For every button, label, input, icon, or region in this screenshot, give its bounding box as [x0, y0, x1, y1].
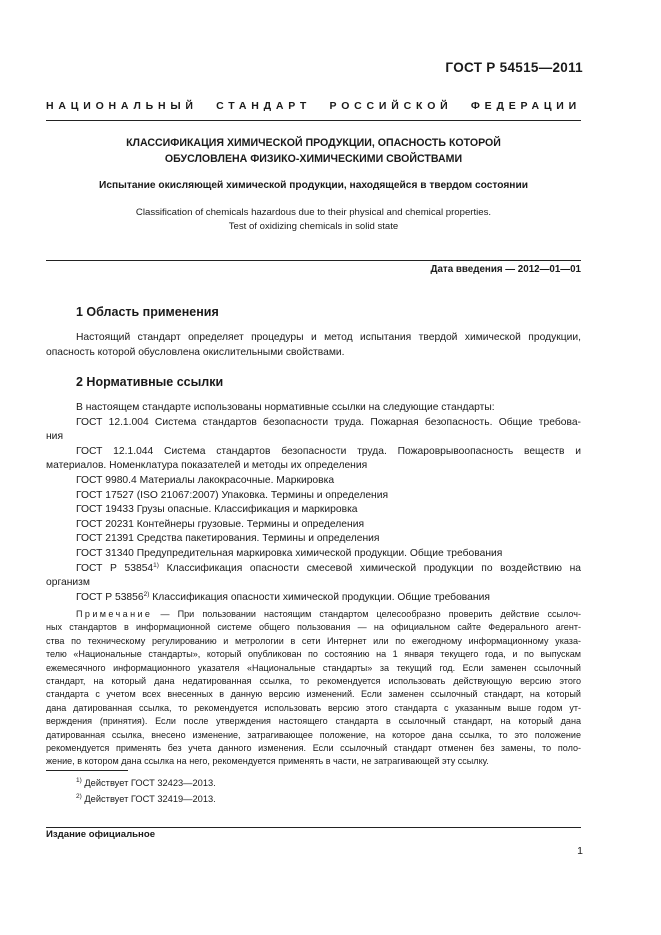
reference-10 [46, 591, 581, 606]
section-1-body [46, 331, 581, 360]
reference-2-line-2: материалов. Номенклатура показателей и методы их определения [46, 460, 368, 472]
note-line-11: рекомендуется применять без учета данного изменения. Если ссылочный стандарт отменен без замены, то поло- [46, 743, 581, 754]
note-block [46, 608, 581, 769]
footnote-2-mark: 2) [143, 590, 150, 598]
introduction-date: Дата введения — 2012—01—01 [430, 264, 581, 275]
reference-9-code: ГОСТ Р 53854 [76, 562, 154, 574]
note-line-1-text: — При пользовании настоящим стандартом целесообразно проверить действие ссылоч- [160, 609, 581, 619]
official-edition-label: Издание официальное [46, 829, 156, 840]
title-line-2: ОБУСЛОВЛЕНА ФИЗИКО-ХИМИЧЕСКИМИ СВОЙСТВАМИ [164, 152, 463, 165]
footnote-1-text: Действует ГОСТ 32423—2013. [84, 778, 216, 788]
reference-2-line-1: ГОСТ 12.1.044 Система стандартов безопасности труда. Пожароврывоопасность веществ и [76, 445, 581, 457]
reference-6: ГОСТ 20231 Контейнеры грузовые. Термины и определения [76, 518, 365, 530]
page-number: 1 [577, 845, 583, 857]
note-line-1 [46, 608, 581, 621]
footnote-1-mark: 1) [153, 561, 159, 569]
note-line-7: стандарта с учетом всех внесенных в данную версию изменений. Если заменен ссылочный стандарт, на который [46, 689, 581, 700]
english-title [46, 206, 581, 234]
footer-divider [46, 827, 581, 828]
note-line-4: телю «Национальные стандарты», который опубликован по состоянию на 1 января текущего года, и по выпускам [46, 649, 581, 660]
reference-4: ГОСТ 17527 (ISO 21067:2007) Упаковка. Термины и определения [76, 489, 389, 501]
section-1-line-2: опасность которой обусловлена окислительными свойствами. [46, 346, 345, 358]
section-2-heading: 2 Нормативные ссылки [76, 375, 224, 389]
reference-5: ГОСТ 19433 Грузы опасные. Классификация и маркировка [76, 504, 358, 516]
reference-9-line-2: организм [46, 577, 90, 589]
reference-3: ГОСТ 9980.4 Материалы лакокрасочные. Маркировка [76, 474, 335, 486]
english-title-line-1: Classification of chemicals hazardous due to their physical and chemical properties. [135, 207, 492, 218]
footnote-1 [76, 778, 216, 788]
note-line-10: датированная ссылка, внесено изменение, затрагивающее положение, на которое дана ссылка, то это положение [46, 729, 581, 740]
reference-1-line-2: ния [46, 431, 64, 443]
footnote-divider [46, 770, 128, 771]
references-intro: В настоящем стандарте использованы нормативные ссылки на следующие стандарты: [76, 402, 495, 413]
normative-references [46, 401, 581, 605]
english-title-line-2: Test of oxidizing chemicals in solid state [228, 221, 399, 232]
note-line-9: верждения (принятия). Если после утверждения настоящего стандарта в ссылочный стандарт, на который дана [46, 716, 581, 727]
document-subtitle: Испытание окисляющей химической продукции, находящейся в твердом состоянии [99, 180, 528, 191]
note-line-12: жение, в котором дана ссылка на него, рекомендуется применять в части, не затрагивающей эту ссылку. [46, 756, 489, 767]
national-standard-title: НАЦИОНАЛЬНЫЙ СТАНДАРТ РОССИЙСКОЙ ФЕДЕРАЦИИ [46, 100, 581, 112]
title-divider [46, 260, 581, 261]
reference-10-code: ГОСТ Р 53856 [76, 591, 144, 603]
footnote-2-text: Действует ГОСТ 32419—2013. [84, 794, 216, 804]
reference-1-line-1: ГОСТ 12.1.004 Система стандартов безопасности труда. Пожарная безопасность. Общие требова- [76, 416, 581, 428]
note-line-6: стандарт, на который дана недатированная ссылка, то рекомендуется использовать действующую версию этого [46, 676, 581, 687]
footnote-2 [76, 794, 216, 804]
reference-8: ГОСТ 31340 Предупредительная маркировка химической продукции. Общие требования [76, 547, 503, 559]
reference-10-title: Классификация опасности химической продукции. Общие требования [152, 591, 490, 603]
reference-9-title: Классификация опасности смесевой химической продукции по воздействию на [166, 562, 581, 574]
note-line-5: ежемесячного информационного указателя «Национальные стандарты» за текущий год. Если заменен ссылочный [46, 662, 581, 673]
title-line-1: КЛАССИФИКАЦИЯ ХИМИЧЕСКОЙ ПРОДУКЦИИ, ОПАСНОСТЬ КОТОРОЙ [126, 137, 501, 149]
note-line-8: дана датированная ссылка, то рекомендуется использовать версию этого стандарта с указанным выше годом ут- [46, 702, 581, 713]
note-line-3: ства по техническому регулированию и метрологии в сети Интернет или по ежегодному информационному указа- [46, 635, 581, 646]
header-divider [46, 120, 581, 121]
reference-7: ГОСТ 21391 Средства пакетирования. Термины и определения [76, 533, 380, 545]
note-line-2: ных стандартов в информационной системе общего пользования — на официальном сайте Федерального агент- [46, 622, 581, 633]
standard-number: ГОСТ Р 54515—2011 [445, 60, 583, 75]
section-1-heading: 1 Область применения [76, 305, 219, 319]
document-title [46, 136, 581, 167]
section-1-line-1: Настоящий стандарт определяет процедуры и метод испытания твердой химической продукции, [76, 332, 581, 343]
footnote-1-number: 1) [76, 777, 82, 784]
footnote-2-number: 2) [76, 793, 82, 800]
note-label: Примечание [76, 609, 153, 619]
reference-9-line-1 [46, 562, 581, 577]
